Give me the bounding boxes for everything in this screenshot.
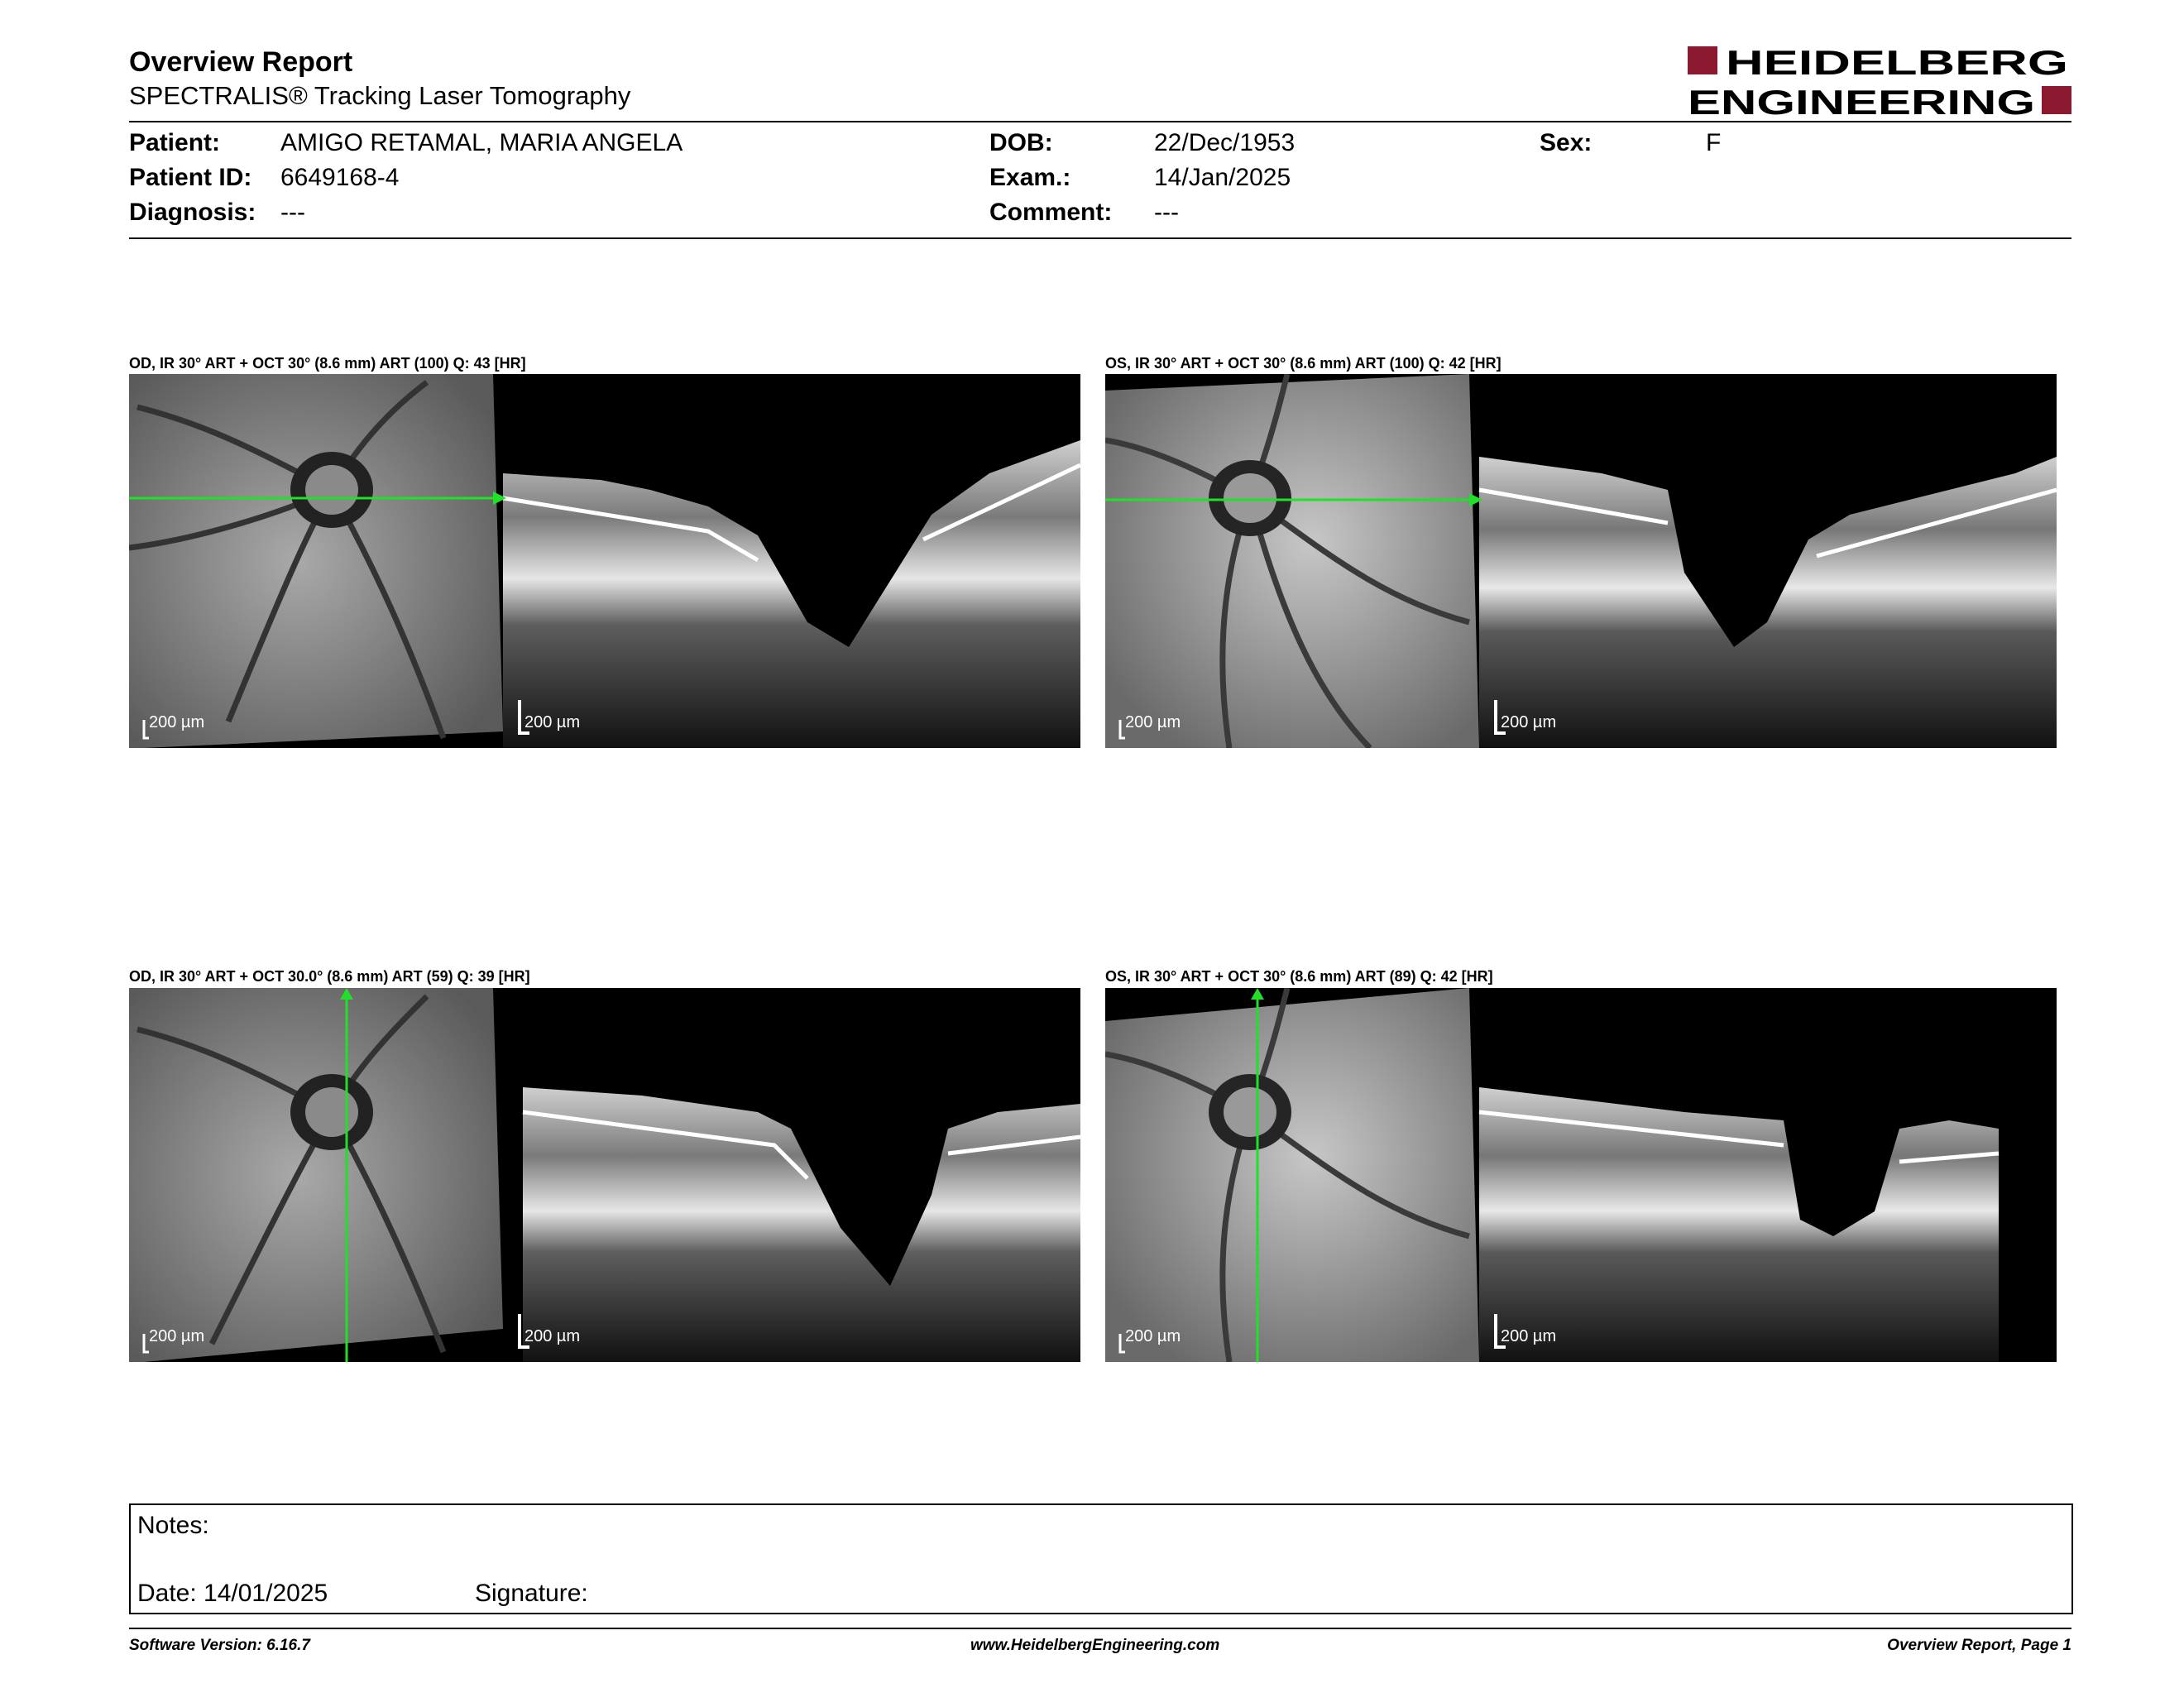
scale-label-oct: 200 µm xyxy=(524,713,581,731)
dob-value: 22/Dec/1953 xyxy=(1154,129,1296,156)
diagnosis-value: --- xyxy=(280,199,305,226)
dob-label: DOB: xyxy=(989,129,1053,156)
patient-id-label: Patient ID: xyxy=(129,164,252,191)
sex-value: F xyxy=(1706,129,1722,156)
scale-label-ir: 200 µm xyxy=(1125,713,1181,731)
oct-bscan-image xyxy=(1479,457,2057,748)
logo-line1: HEIDELBERG xyxy=(1726,45,2068,82)
exam-value: 14/Jan/2025 xyxy=(1154,164,1291,191)
notes-date: Date: 14/01/2025 xyxy=(137,1580,328,1607)
notes-box xyxy=(129,1503,2073,1614)
footer-page-number: Overview Report, Page 1 xyxy=(1887,1637,2071,1654)
report-subtitle: SPECTRALIS® Tracking Laser Tomography xyxy=(129,81,631,110)
scan-panel-os-1 xyxy=(1105,374,2057,748)
comment-label: Comment: xyxy=(989,199,1113,226)
header-divider xyxy=(129,121,2071,122)
heidelberg-logo xyxy=(1688,45,2071,119)
scan-caption-od-2: OD, IR 30° ART + OCT 30.0° (8.6 mm) ART (59) Q: 39 [HR] xyxy=(129,968,530,985)
ir-fundus-image xyxy=(1105,374,1479,748)
scan-panel-od-2 xyxy=(129,988,1080,1362)
patient-divider xyxy=(129,237,2071,239)
patient-id-value: 6649168-4 xyxy=(280,164,400,191)
sex-label: Sex: xyxy=(1540,129,1592,156)
scan-panel-os-2 xyxy=(1105,988,2057,1362)
scale-label-ir: 200 µm xyxy=(1125,1327,1181,1345)
report-title: Overview Report xyxy=(129,46,353,78)
oct-bscan-image xyxy=(1479,1087,1999,1362)
oct-bscan-image xyxy=(503,440,1080,748)
exam-label: Exam.: xyxy=(989,164,1071,191)
scan-panel-od-1 xyxy=(129,374,1080,748)
scale-label-oct: 200 µm xyxy=(1501,1327,1557,1345)
footer-software-version: Software Version: 6.16.7 xyxy=(129,1637,310,1654)
footer-website: www.HeidelbergEngineering.com xyxy=(970,1637,1220,1654)
scale-label-oct: 200 µm xyxy=(1501,713,1557,731)
ir-fundus-image xyxy=(129,988,503,1362)
comment-value: --- xyxy=(1154,199,1179,226)
oct-bscan-image xyxy=(523,1087,1080,1362)
patient-label: Patient: xyxy=(129,129,221,156)
scan-caption-os-1: OS, IR 30° ART + OCT 30° (8.6 mm) ART (100) Q: 42 [HR] xyxy=(1105,355,1502,372)
scan-caption-os-2: OS, IR 30° ART + OCT 30° (8.6 mm) ART (89) Q: 42 [HR] xyxy=(1105,968,1493,985)
scale-label-oct: 200 µm xyxy=(524,1327,581,1345)
footer-divider xyxy=(129,1628,2071,1629)
scale-label-ir: 200 µm xyxy=(149,1327,205,1345)
ir-fundus-image xyxy=(129,374,503,748)
scale-label-ir: 200 µm xyxy=(149,713,205,731)
ir-fundus-image xyxy=(1105,988,1479,1362)
notes-signature: Signature: xyxy=(475,1580,588,1607)
patient-name: AMIGO RETAMAL, MARIA ANGELA xyxy=(280,129,683,156)
notes-label: Notes: xyxy=(137,1512,209,1539)
logo-line2: ENGINEERING xyxy=(1688,83,2035,119)
diagnosis-label: Diagnosis: xyxy=(129,199,256,226)
scan-caption-od-1: OD, IR 30° ART + OCT 30° (8.6 mm) ART (100) Q: 43 [HR] xyxy=(129,355,526,372)
